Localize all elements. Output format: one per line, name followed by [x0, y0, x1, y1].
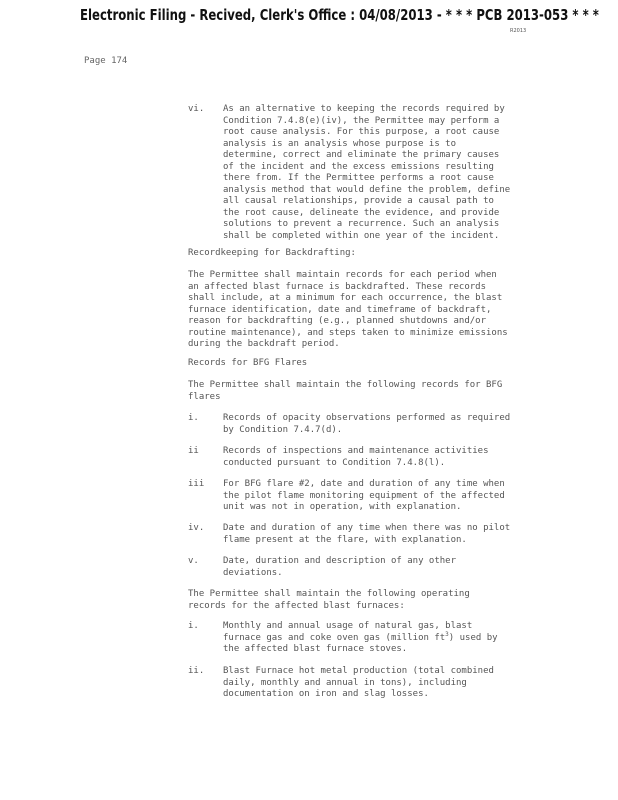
- bfg-item-iv: [188, 523, 538, 546]
- operating-item-text-part-b: ) used by the affected blast furnace stoves.: [223, 632, 498, 654]
- operating-item-text: Blast Furnace hot metal production (total combined daily, monthly and annual in tons), including documentation on iron and slag losses.: [223, 666, 494, 699]
- bfg-item-number: ii: [188, 446, 199, 456]
- bfg-item-iii: [188, 479, 538, 514]
- bfg-item-number: v.: [188, 556, 199, 566]
- backdrafting-paragraph-block: [188, 270, 538, 351]
- operating-intro-paragraph: The Permittee shall maintain the following operating records for the affected blast furnaces:: [188, 589, 470, 611]
- filing-stamp-header: Electronic Filing - Recived, Clerk's Office : 04/08/2013 - * * * PCB 2013-053 * * *: [80, 6, 599, 24]
- bfg-intro-block: [188, 380, 538, 403]
- bfg-item-text: Records of opacity observations performed as required by Condition 7.4.7(d).: [223, 413, 511, 435]
- backdrafting-heading-block: [188, 248, 538, 260]
- backdrafting-heading: Recordkeeping for Backdrafting:: [188, 248, 356, 258]
- operating-item-number: i.: [188, 621, 199, 631]
- item-vi-text: As an alternative to keeping the records required by Condition 7.4.8(e)(iv), the Permittee may perform a root cause analysis. For this purpose, a root cause analysis is an analysis whose purpose is to determine, correct and eliminate the primary causes of the incident and the excess emissions resulting there from. If the Permittee performs a root cause analysis method that would define the problem, define all causal relationships, provide a causal path to the root cause, delineate the evidence, and provide solutions to prevent a recurrence. Such an analysis shall be completed within one year of the incident.: [223, 104, 511, 241]
- bfg-intro-paragraph: The Permittee shall maintain the following records for BFG flares: [188, 380, 503, 402]
- document-id-mark: R2013: [510, 28, 527, 34]
- operating-item-number: ii.: [188, 666, 205, 676]
- operating-item-i: [188, 621, 538, 656]
- operating-item-text: [223, 621, 538, 656]
- page-number: Page 174: [84, 56, 128, 66]
- operating-item-ii: [188, 666, 538, 701]
- bfg-item-number: iii: [188, 479, 205, 489]
- item-vi-block: [188, 104, 538, 242]
- bfg-item-text: For BFG flare #2, date and duration of any time when the pilot flame monitoring equipment of the affected unit was not in operation, with explanation.: [223, 479, 505, 512]
- bfg-item-text: Date, duration and description of any other deviations.: [223, 556, 456, 578]
- bfg-item-number: i.: [188, 413, 199, 423]
- bfg-item-text: Date and duration of any time when there was no pilot flame present at the flare, with explanation.: [223, 523, 511, 545]
- bfg-heading: Records for BFG Flares: [188, 358, 308, 368]
- bfg-item-ii: [188, 446, 538, 469]
- backdrafting-paragraph: The Permittee shall maintain records for each period when an affected blast furnace is backdrafted. These records shall include, at a minimum for each occurrence, the blast furnace identification, date and timeframe of backdraft, reason for backdrafting (e.g., planned shutdowns and/or routine maintenance), and steps taken to minimize emissions during the backdraft period.: [188, 270, 508, 349]
- bfg-heading-block: [188, 358, 538, 370]
- bfg-item-i: [188, 413, 538, 436]
- bfg-item-text: Records of inspections and maintenance activities conducted pursuant to Condition 7.4.8(l).: [223, 446, 489, 468]
- cubic-superscript: 3: [445, 630, 449, 638]
- operating-item-text-part-a: Monthly and annual usage of natural gas, blast furnace gas and coke oven gas (million ft: [223, 621, 473, 643]
- bfg-item-v: [188, 556, 538, 579]
- item-vi-number: vi.: [188, 104, 205, 114]
- operating-intro-block: [188, 589, 538, 612]
- bfg-item-number: iv.: [188, 523, 205, 533]
